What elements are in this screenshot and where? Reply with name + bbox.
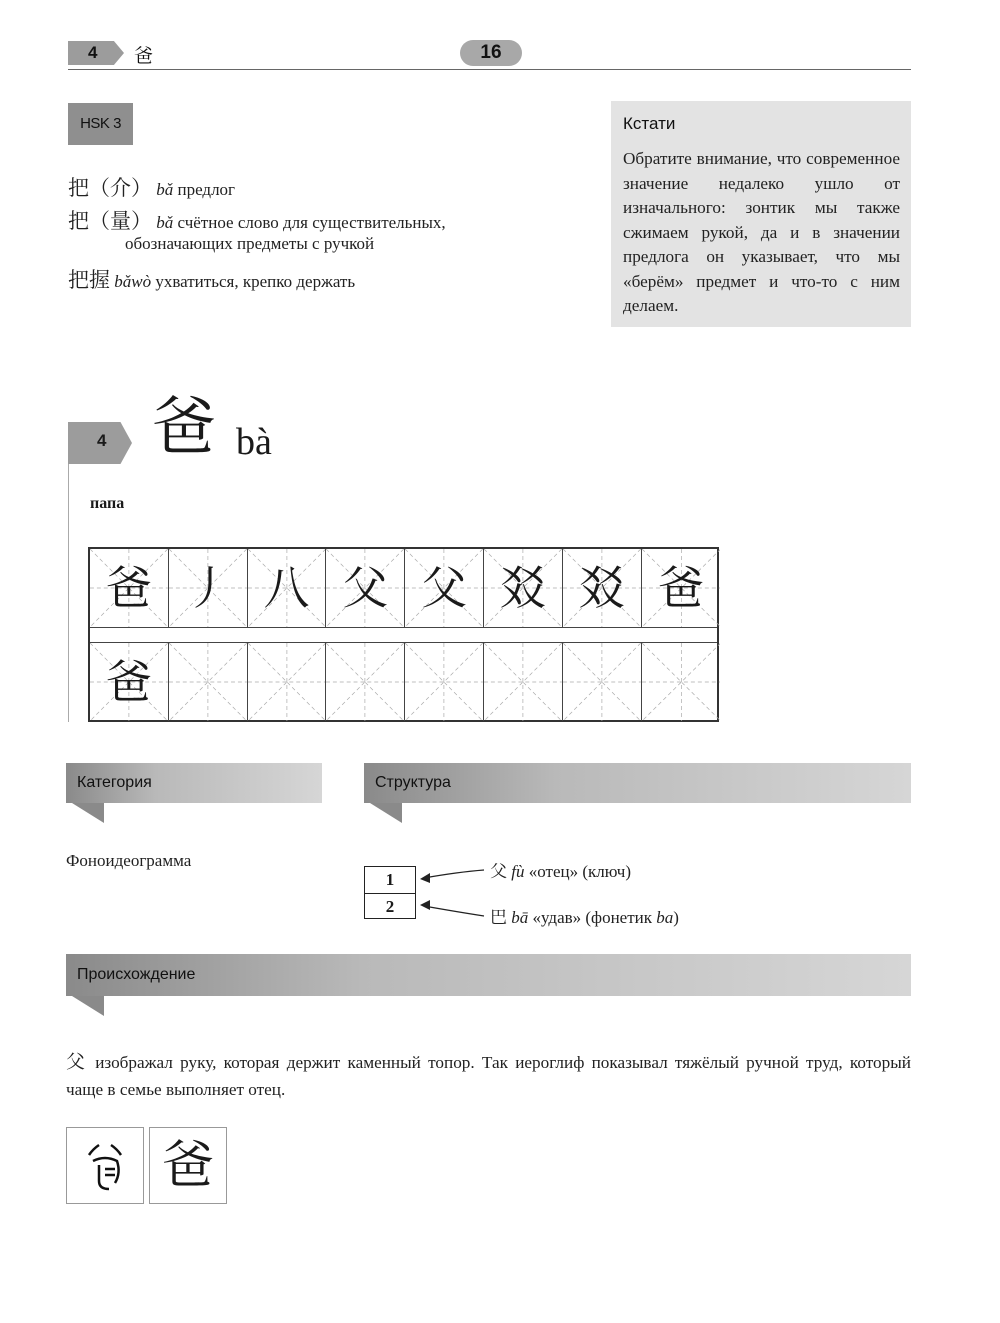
component-hanzi: 父	[490, 862, 507, 881]
practice-glyph	[563, 643, 641, 721]
practice-cell	[90, 643, 169, 721]
component-hanzi: 巴	[490, 908, 507, 927]
vocab-pinyin: bǎwò	[114, 272, 152, 291]
seal-script-drawing	[75, 1135, 135, 1197]
practice-glyph: 丿	[184, 561, 231, 615]
practice-cell	[484, 643, 563, 721]
structure-arrows	[418, 860, 490, 920]
category-bar	[66, 763, 322, 803]
note-text: Обратите внимание, что современное значение недалеко ушло от изначального: зонтик мы также сжимаем рукой, да и в значении предлога он указывает, что мы «берём» предмет и что-то с ним делаем.	[623, 149, 900, 315]
header-section-char: 爸	[134, 46, 154, 67]
character-pinyin: bà	[236, 421, 272, 463]
structure-bar-tail	[370, 803, 402, 823]
component-desc: «отец» (ключ)	[528, 862, 631, 881]
vocab-hanzi: 把（量）	[68, 209, 152, 233]
practice-glyph	[169, 643, 247, 721]
practice-glyph	[484, 643, 562, 721]
note-title: Кстати	[623, 114, 676, 133]
practice-cell	[248, 549, 327, 627]
practice-glyph	[405, 643, 483, 721]
origin-bar	[66, 954, 911, 996]
structure-component-2	[490, 903, 679, 928]
practice-glyph: 爸	[105, 561, 152, 615]
structure-component-1	[490, 857, 631, 882]
practice-cell	[563, 643, 642, 721]
practice-glyph: 八	[263, 561, 310, 615]
hsk-badge: HSK 3	[68, 103, 133, 145]
vocab-pinyin: bǎ	[156, 213, 174, 232]
vocab-pinyin: bǎ	[156, 180, 174, 199]
practice-glyph: 㸚	[499, 561, 546, 615]
vocab-entry-1	[68, 172, 235, 202]
character-hanzi: 爸	[152, 392, 216, 463]
origin-title: Происхождение	[77, 966, 196, 983]
vocab-translation: ухватиться, крепко держать	[155, 272, 356, 291]
stroke-practice-grid	[88, 547, 719, 722]
grid-row-separator	[90, 627, 717, 628]
vocab-entry-3	[68, 264, 355, 294]
component-desc-close: )	[673, 908, 679, 927]
origin-bar-tail	[72, 996, 104, 1016]
practice-cell	[326, 549, 405, 627]
practice-glyph: 父	[342, 561, 389, 615]
practice-glyph	[326, 643, 404, 721]
page-number: 16	[460, 40, 522, 66]
vocab-translation-cont: обозначающих предметы с ручкой	[125, 234, 375, 253]
practice-glyph	[248, 643, 326, 721]
origin-description: изображал руку, которая держит каменный топор. Так иероглиф показывал тяжёлый ручной труд, который чаще в семье выполняет отец.	[66, 1053, 911, 1099]
character-number: 4	[97, 431, 107, 450]
practice-cell	[563, 549, 642, 627]
practice-cell	[484, 549, 563, 627]
component-pinyin: bā	[511, 908, 529, 927]
section-vertical-rule	[68, 464, 69, 722]
structure-diagram	[364, 866, 416, 919]
origin-text	[66, 1049, 911, 1103]
origin-char: 父	[66, 1052, 88, 1073]
modern-glyph: 爸	[149, 1127, 227, 1204]
practice-cell	[642, 643, 721, 721]
component-phonetic: ba	[656, 908, 674, 927]
practice-cell	[248, 643, 327, 721]
structure-title: Структура	[375, 774, 451, 791]
header-rule	[68, 69, 911, 70]
practice-glyph: 父	[421, 561, 468, 615]
practice-cell	[169, 549, 248, 627]
character-meaning: папа	[90, 495, 125, 512]
vocab-hanzi: 把握	[68, 268, 110, 292]
category-value: Фоноидеограмма	[66, 851, 192, 870]
practice-cell	[90, 549, 169, 627]
practice-cell	[405, 643, 484, 721]
vocab-translation: счётное слово для существительных,	[177, 213, 446, 232]
practice-glyph: 爸	[657, 561, 704, 615]
vocab-translation: предлог	[177, 180, 236, 199]
category-title: Категория	[77, 774, 152, 791]
practice-cell	[642, 549, 721, 627]
practice-cell	[326, 643, 405, 721]
structure-part-1: 1	[385, 870, 395, 889]
practice-cell	[405, 549, 484, 627]
vocab-hanzi: 把（介）	[68, 176, 152, 200]
practice-glyph	[642, 643, 721, 721]
vocab-entry-2	[68, 205, 446, 235]
component-desc: «удав» (фонетик	[532, 908, 653, 927]
structure-part-2: 2	[365, 893, 415, 919]
practice-cell	[169, 643, 248, 721]
seal-script-glyph	[66, 1127, 144, 1204]
header-section-number: 4	[88, 43, 98, 62]
category-bar-tail	[72, 803, 104, 823]
practice-glyph: 㸚	[578, 561, 625, 615]
component-pinyin: fù	[511, 862, 525, 881]
structure-bar	[364, 763, 911, 803]
practice-glyph: 爸	[105, 655, 152, 709]
